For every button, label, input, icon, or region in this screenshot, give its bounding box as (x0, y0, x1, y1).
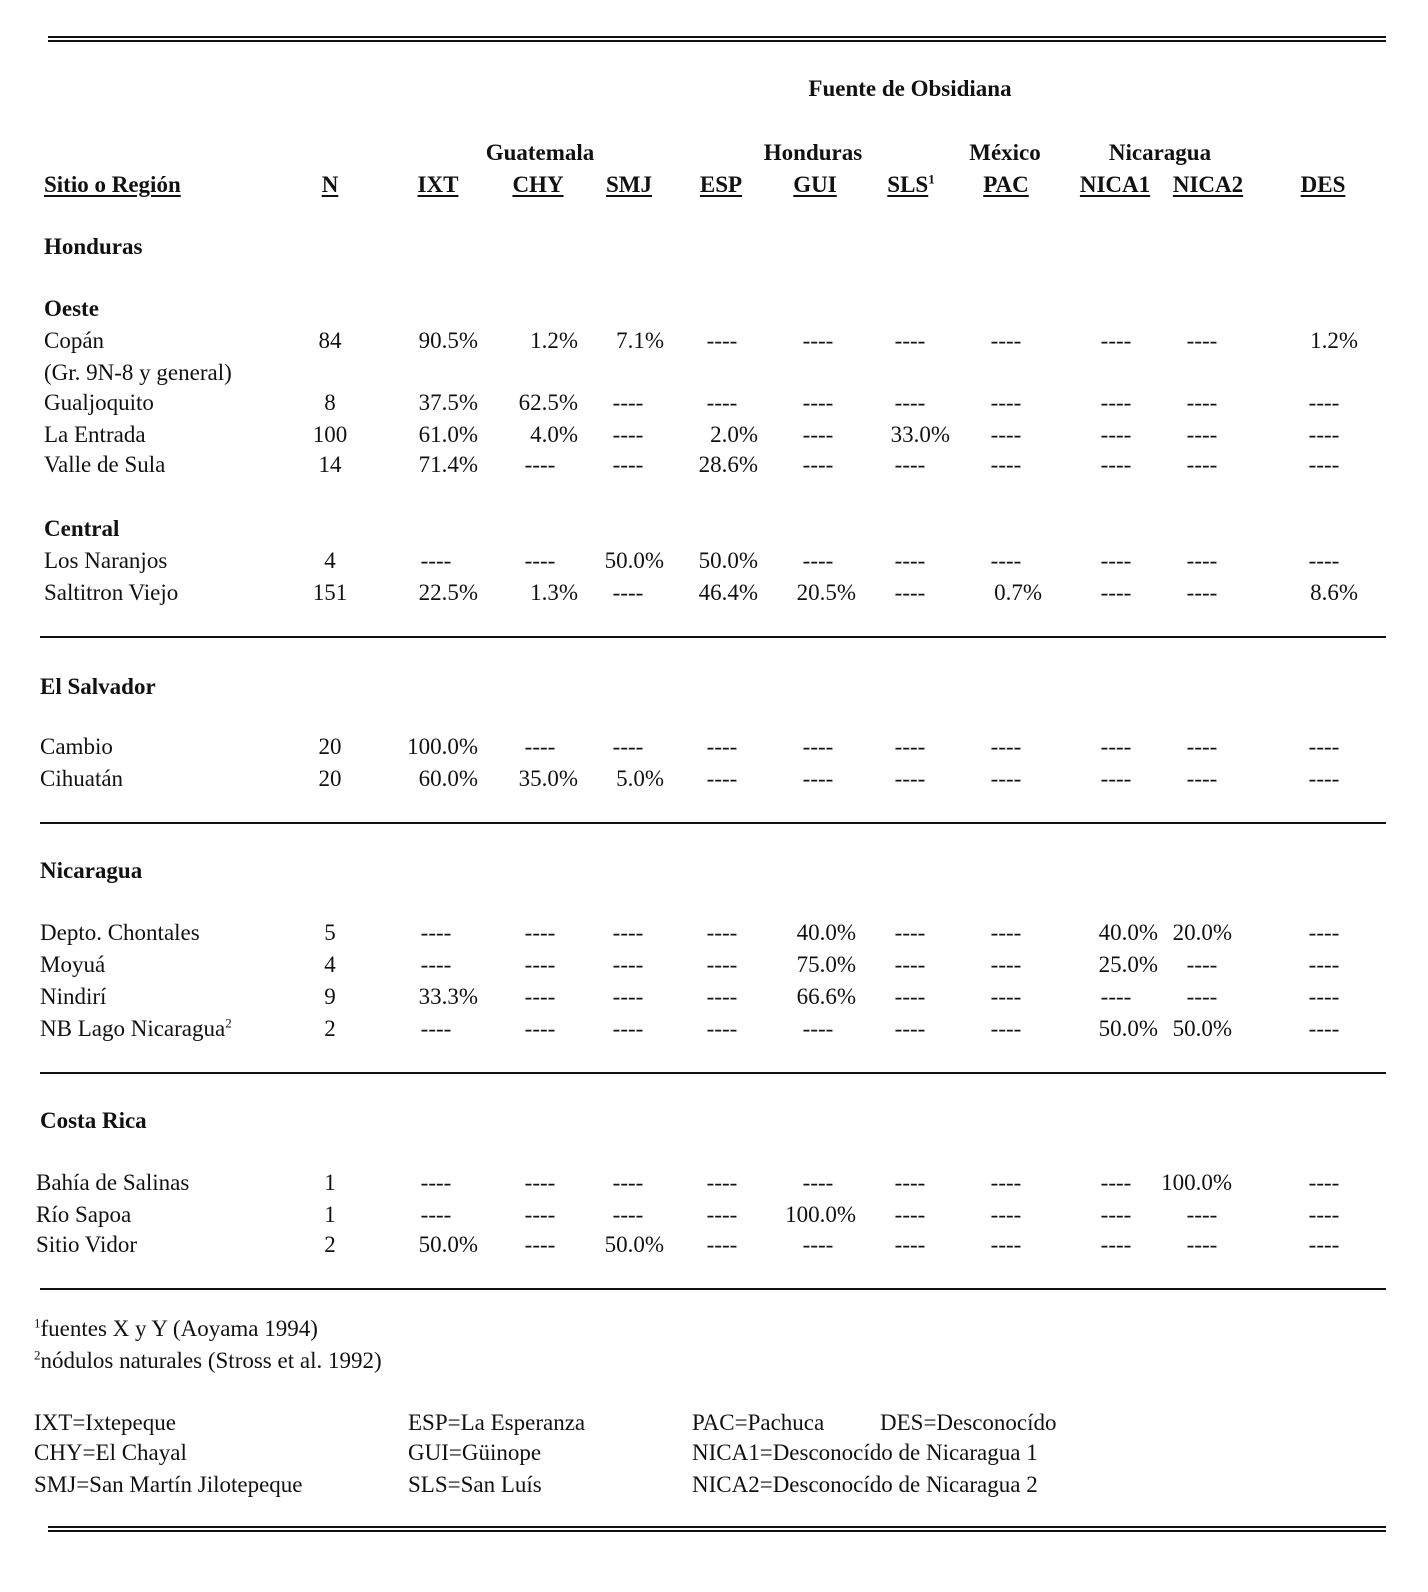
percent-cell: 50.0% (418, 1232, 478, 1257)
site-footnote-mark: 2 (225, 1015, 232, 1031)
empty-cell: ---- (420, 1202, 452, 1227)
empty-cell: ---- (894, 766, 926, 791)
col-header-nica1: NICA1 (1079, 172, 1151, 197)
percent-cell: 71.4% (418, 452, 478, 477)
footnote-text: fuentes X y Y (Aoyama 1994) (40, 1316, 318, 1341)
section-divider (40, 1072, 1386, 1074)
col-header-site: Sitio o Región (44, 172, 181, 197)
percent-cell: 50.0% (604, 548, 664, 573)
percent-cell: 5.0% (616, 766, 664, 791)
percent-cell: 2.0% (710, 422, 758, 447)
percent-cell: 20.0% (1172, 920, 1232, 945)
empty-cell: ---- (1308, 952, 1340, 977)
footnote (34, 1316, 318, 1342)
empty-cell: ---- (894, 1170, 926, 1195)
sample-count: 4 (324, 548, 336, 573)
site-name-text: La Entrada (44, 422, 146, 447)
section-title-costa-rica: Costa Rica (40, 1108, 147, 1133)
empty-cell: ---- (612, 734, 644, 759)
site-note-copan: (Gr. 9N-8 y general) (44, 360, 232, 385)
site-name (40, 920, 200, 946)
empty-cell: ---- (802, 734, 834, 759)
footnote-mark: 1 (34, 1315, 41, 1331)
col-header-ixt: IXT (417, 172, 459, 197)
empty-cell: ---- (894, 1232, 926, 1257)
percent-cell: 60.0% (418, 766, 478, 791)
empty-cell: ---- (802, 452, 834, 477)
empty-cell: ---- (894, 734, 926, 759)
empty-cell: ---- (1100, 422, 1132, 447)
empty-cell: ---- (894, 1016, 926, 1041)
empty-cell: ---- (802, 390, 834, 415)
percent-cell: 100.0% (407, 734, 478, 759)
legend-entry: NICA1=Desconocído de Nicaragua 1 (692, 1440, 1038, 1465)
site-name-text: Sitio Vidor (36, 1232, 138, 1257)
col-header-chy: CHY (512, 172, 564, 197)
percent-cell: 100.0% (1161, 1170, 1232, 1195)
legend-entry: SMJ=San Martín Jilotepeque (34, 1472, 303, 1497)
percent-cell: 40.0% (1098, 920, 1158, 945)
site-name (36, 1170, 189, 1196)
empty-cell: ---- (1186, 952, 1218, 977)
source-title: Fuente de Obsidiana (808, 76, 1012, 101)
empty-cell: ---- (990, 1170, 1022, 1195)
empty-cell: ---- (1186, 734, 1218, 759)
site-name (44, 580, 178, 606)
empty-cell: ---- (1308, 734, 1340, 759)
empty-cell: ---- (802, 422, 834, 447)
site-name (36, 1202, 131, 1228)
empty-cell: ---- (1100, 1202, 1132, 1227)
empty-cell: ---- (420, 548, 452, 573)
empty-cell: ---- (612, 580, 644, 605)
site-name (44, 390, 154, 416)
empty-cell: ---- (1308, 390, 1340, 415)
footnote-mark: 2 (34, 1347, 41, 1363)
footnote (34, 1348, 382, 1374)
empty-cell: ---- (990, 1016, 1022, 1041)
empty-cell: ---- (706, 734, 738, 759)
empty-cell: ---- (1186, 1232, 1218, 1257)
col-header-des: DES (1300, 172, 1346, 197)
empty-cell: ---- (894, 920, 926, 945)
percent-cell: 8.6% (1310, 580, 1358, 605)
group-guatemala: Guatemala (485, 140, 595, 165)
empty-cell: ---- (1186, 328, 1218, 353)
empty-cell: ---- (706, 390, 738, 415)
empty-cell: ---- (894, 984, 926, 1009)
percent-cell: 50.0% (698, 548, 758, 573)
percent-cell: 25.0% (1098, 952, 1158, 977)
empty-cell: ---- (1100, 328, 1132, 353)
percent-cell: 75.0% (796, 952, 856, 977)
site-name-text: Valle de Sula (44, 452, 166, 477)
site-name (40, 952, 105, 978)
empty-cell: ---- (420, 920, 452, 945)
empty-cell: ---- (1308, 548, 1340, 573)
site-name-text: Río Sapoa (36, 1202, 132, 1227)
empty-cell: ---- (706, 1016, 738, 1041)
site-name-text: Saltitron Viejo (44, 580, 179, 605)
legend-entry: SLS=San Luís (408, 1472, 542, 1497)
empty-cell: ---- (706, 1232, 738, 1257)
site-name-text: Depto. Chontales (40, 920, 200, 945)
empty-cell: ---- (1100, 390, 1132, 415)
empty-cell: ---- (706, 984, 738, 1009)
group-honduras: Honduras (763, 140, 863, 165)
site-name (44, 422, 146, 448)
empty-cell: ---- (1100, 452, 1132, 477)
col-header-sls (887, 172, 934, 198)
percent-cell: 22.5% (418, 580, 478, 605)
empty-cell: ---- (1308, 984, 1340, 1009)
empty-cell: ---- (706, 952, 738, 977)
empty-cell: ---- (894, 328, 926, 353)
sample-count: 20 (318, 766, 342, 791)
empty-cell: ---- (894, 1202, 926, 1227)
col-header-smj: SMJ (606, 172, 652, 197)
empty-cell: ---- (894, 452, 926, 477)
percent-cell: 40.0% (796, 920, 856, 945)
empty-cell: ---- (612, 1016, 644, 1041)
site-name-text: Copán (44, 328, 105, 353)
sample-count: 8 (324, 390, 336, 415)
site-name-text: NB Lago Nicaragua (40, 1016, 226, 1041)
empty-cell: ---- (1186, 548, 1218, 573)
site-name (40, 766, 123, 792)
empty-cell: ---- (1100, 734, 1132, 759)
percent-cell: 50.0% (1172, 1016, 1232, 1041)
site-name-text: Bahía de Salinas (36, 1170, 190, 1195)
legend-entry: PAC=Pachuca (692, 1410, 825, 1435)
empty-cell: ---- (1308, 422, 1340, 447)
empty-cell: ---- (990, 984, 1022, 1009)
empty-cell: ---- (706, 1202, 738, 1227)
empty-cell: ---- (1186, 390, 1218, 415)
empty-cell: ---- (524, 1170, 556, 1195)
site-name (40, 984, 106, 1010)
bottom-double-rule (48, 1526, 1386, 1532)
empty-cell: ---- (1186, 766, 1218, 791)
empty-cell: ---- (802, 328, 834, 353)
empty-cell: ---- (990, 920, 1022, 945)
empty-cell: ---- (706, 1170, 738, 1195)
empty-cell: ---- (1186, 580, 1218, 605)
empty-cell: ---- (706, 766, 738, 791)
col-header-sls-footnote-mark: 1 (928, 171, 935, 187)
empty-cell: ---- (894, 548, 926, 573)
section-title-honduras: Honduras (44, 234, 143, 259)
percent-cell: 1.3% (530, 580, 578, 605)
empty-cell: ---- (894, 390, 926, 415)
legend-entry: CHY=El Chayal (34, 1440, 187, 1465)
site-name (44, 452, 165, 478)
empty-cell: ---- (894, 952, 926, 977)
col-header-pac: PAC (983, 172, 1029, 197)
site-name-text: Moyuá (40, 952, 106, 977)
sample-count: 9 (324, 984, 336, 1009)
empty-cell: ---- (612, 1202, 644, 1227)
percent-cell: 33.0% (890, 422, 950, 447)
empty-cell: ---- (990, 452, 1022, 477)
site-name-text: Cambio (40, 734, 113, 759)
percent-cell: 100.0% (785, 1202, 856, 1227)
subsection-title-central: Central (44, 516, 120, 541)
percent-cell: 35.0% (518, 766, 578, 791)
empty-cell: ---- (1186, 422, 1218, 447)
sample-count: 151 (312, 580, 348, 605)
empty-cell: ---- (524, 452, 556, 477)
col-header-gui: GUI (793, 172, 837, 197)
percent-cell: 61.0% (418, 422, 478, 447)
percent-cell: 28.6% (698, 452, 758, 477)
empty-cell: ---- (1308, 452, 1340, 477)
sample-count: 2 (324, 1232, 336, 1257)
empty-cell: ---- (1308, 1016, 1340, 1041)
empty-cell: ---- (990, 1232, 1022, 1257)
percent-cell: 4.0% (530, 422, 578, 447)
percent-cell: 90.5% (418, 328, 478, 353)
empty-cell: ---- (706, 920, 738, 945)
percent-cell: 50.0% (604, 1232, 664, 1257)
empty-cell: ---- (802, 548, 834, 573)
section-title-el-salvador: El Salvador (40, 674, 156, 699)
site-name (40, 734, 113, 760)
empty-cell: ---- (612, 1170, 644, 1195)
percent-cell: 50.0% (1098, 1016, 1158, 1041)
empty-cell: ---- (524, 734, 556, 759)
col-header-sls-label: SLS (887, 172, 929, 197)
group-nicaragua: Nicaragua (1108, 140, 1212, 165)
empty-cell: ---- (990, 766, 1022, 791)
percent-cell: 46.4% (698, 580, 758, 605)
empty-cell: ---- (990, 1202, 1022, 1227)
empty-cell: ---- (1100, 580, 1132, 605)
empty-cell: ---- (706, 328, 738, 353)
empty-cell: ---- (524, 1232, 556, 1257)
empty-cell: ---- (612, 920, 644, 945)
empty-cell: ---- (990, 952, 1022, 977)
empty-cell: ---- (1100, 548, 1132, 573)
sample-count: 20 (318, 734, 342, 759)
percent-cell: 1.2% (1310, 328, 1358, 353)
empty-cell: ---- (1100, 1232, 1132, 1257)
empty-cell: ---- (802, 1232, 834, 1257)
empty-cell: ---- (894, 580, 926, 605)
empty-cell: ---- (524, 1016, 556, 1041)
empty-cell: ---- (524, 952, 556, 977)
empty-cell: ---- (420, 1016, 452, 1041)
sample-count: 1 (324, 1202, 336, 1227)
empty-cell: ---- (524, 1202, 556, 1227)
legend-entry: NICA2=Desconocído de Nicaragua 2 (692, 1472, 1038, 1497)
legend-entry: DES=Desconocído (880, 1410, 1057, 1435)
empty-cell: ---- (802, 766, 834, 791)
legend-entry: GUI=Güinope (408, 1440, 542, 1465)
empty-cell: ---- (612, 952, 644, 977)
percent-cell: 20.5% (796, 580, 856, 605)
empty-cell: ---- (1186, 452, 1218, 477)
site-name (40, 1016, 232, 1042)
percent-cell: 37.5% (418, 390, 478, 415)
section-divider (40, 1288, 1386, 1290)
empty-cell: ---- (612, 390, 644, 415)
sample-count: 14 (318, 452, 342, 477)
sample-count: 100 (312, 422, 348, 447)
empty-cell: ---- (1308, 1232, 1340, 1257)
site-name (36, 1232, 137, 1258)
empty-cell: ---- (612, 984, 644, 1009)
section-divider (40, 822, 1386, 824)
col-header-esp: ESP (699, 172, 743, 197)
sample-count: 5 (324, 920, 336, 945)
sample-count: 84 (318, 328, 342, 353)
site-name-text: Cihuatán (40, 766, 124, 791)
empty-cell: ---- (420, 952, 452, 977)
percent-cell: 0.7% (994, 580, 1042, 605)
empty-cell: ---- (612, 452, 644, 477)
section-divider (40, 636, 1386, 638)
subsection-title-oeste: Oeste (44, 296, 99, 321)
col-header-nica2: NICA2 (1172, 172, 1244, 197)
percent-cell: 7.1% (616, 328, 664, 353)
footnote-text: nódulos naturales (Stross et al. 1992) (40, 1348, 382, 1373)
percent-cell: 1.2% (530, 328, 578, 353)
site-name-text: Gualjoquito (44, 390, 154, 415)
section-title-nicaragua: Nicaragua (40, 858, 143, 883)
legend-entry: IXT=Ixtepeque (34, 1410, 176, 1435)
col-header-n: N (321, 172, 339, 197)
empty-cell: ---- (612, 422, 644, 447)
empty-cell: ---- (802, 1016, 834, 1041)
site-name-text: Los Naranjos (44, 548, 168, 573)
empty-cell: ---- (524, 548, 556, 573)
empty-cell: ---- (1186, 1202, 1218, 1227)
percent-cell: 66.6% (796, 984, 856, 1009)
empty-cell: ---- (1308, 1170, 1340, 1195)
site-name (44, 548, 167, 574)
empty-cell: ---- (1100, 766, 1132, 791)
empty-cell: ---- (802, 1170, 834, 1195)
group-mexico: México (969, 140, 1041, 165)
empty-cell: ---- (1186, 984, 1218, 1009)
percent-cell: 33.3% (418, 984, 478, 1009)
empty-cell: ---- (990, 422, 1022, 447)
empty-cell: ---- (1308, 766, 1340, 791)
sample-count: 2 (324, 1016, 336, 1041)
empty-cell: ---- (990, 548, 1022, 573)
legend-entry: ESP=La Esperanza (408, 1410, 586, 1435)
top-double-rule (48, 36, 1386, 42)
site-name (44, 328, 104, 354)
sample-count: 1 (324, 1170, 336, 1195)
empty-cell: ---- (1308, 1202, 1340, 1227)
percent-cell: 62.5% (518, 390, 578, 415)
empty-cell: ---- (1308, 920, 1340, 945)
site-name-text: Nindirí (40, 984, 107, 1009)
empty-cell: ---- (420, 1170, 452, 1195)
empty-cell: ---- (1100, 1170, 1132, 1195)
empty-cell: ---- (990, 328, 1022, 353)
empty-cell: ---- (990, 390, 1022, 415)
sample-count: 4 (324, 952, 336, 977)
empty-cell: ---- (524, 984, 556, 1009)
empty-cell: ---- (524, 920, 556, 945)
empty-cell: ---- (990, 734, 1022, 759)
empty-cell: ---- (1100, 984, 1132, 1009)
